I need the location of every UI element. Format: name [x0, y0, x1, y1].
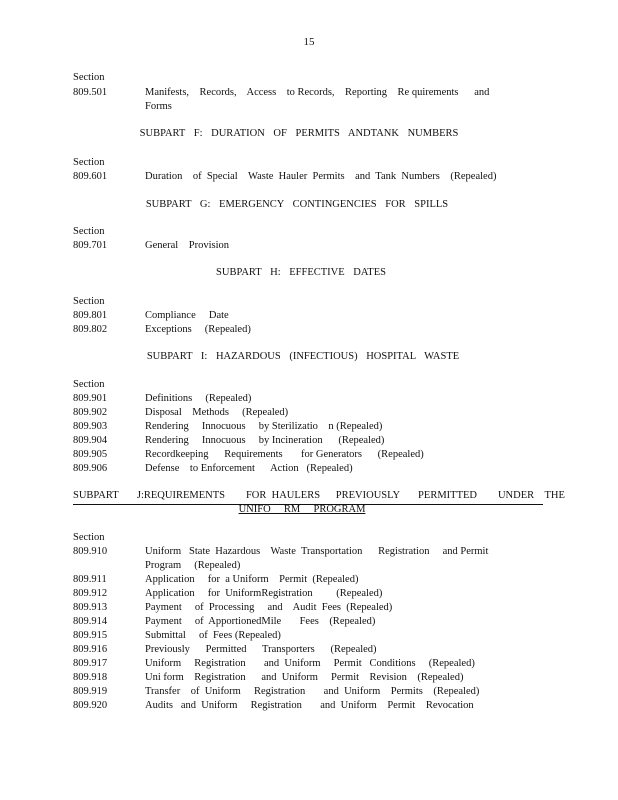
section-title: Transfer of Uniform Registration and Uniform Permits (Repealed) [145, 686, 480, 697]
toc-entry [73, 630, 553, 643]
section-title: Definitions (Repealed) [145, 393, 252, 404]
subpart-heading-g: SUBPART G: EMERGENCY CONTINGENCIES FOR SPILLS [145, 199, 449, 210]
toc-entry [73, 658, 553, 671]
section-title: Rendering Innocuous by Sterilizatio n (Repealed) [145, 421, 383, 432]
section-title-continued: Program (Repealed) [145, 560, 241, 571]
toc-entry [73, 407, 553, 420]
section-title-continued: Forms [145, 101, 172, 112]
section-title: Audits and Uniform Registration and Uniform Permit Revocation [145, 700, 474, 711]
section-number: 809.916 [73, 644, 108, 655]
toc-entry [73, 393, 553, 406]
section-title: Uni form Registration and Uniform Permit Revision (Repealed) [145, 672, 464, 683]
section-number: 809.501 [73, 87, 108, 98]
section-number: 809.915 [73, 630, 108, 641]
toc-entry [73, 686, 553, 699]
toc-entry-continued [73, 101, 553, 114]
section-label: Section [73, 532, 105, 543]
section-number: 809.918 [73, 672, 108, 683]
section-title: Payment of Processing and Audit Fees (Repealed) [145, 602, 393, 613]
toc-entry [73, 87, 553, 100]
section-title: Uniform State Hazardous Waste Transportation Registration and Permit [145, 546, 489, 557]
section-number: 809.801 [73, 310, 108, 321]
section-title: Exceptions (Repealed) [145, 324, 251, 335]
section-title: Duration of Special Waste Hauler Permits and Tank Numbers (Repealed) [145, 171, 497, 182]
toc-entry [73, 449, 553, 462]
section-number: 809.903 [73, 421, 108, 432]
toc-entry [73, 240, 553, 253]
subpart-heading-j-line2 [0, 504, 611, 515]
section-number: 809.919 [73, 686, 108, 697]
section-title: Previously Permitted Transporters (Repealed) [145, 644, 377, 655]
toc-entry [73, 588, 553, 601]
section-title: Application for UniformRegistration (Repealed) [145, 588, 383, 599]
section-number: 809.802 [73, 324, 108, 335]
section-title: Application for a Uniform Permit (Repealed) [145, 574, 359, 585]
section-label: Section [73, 72, 105, 83]
section-title: Payment of ApportionedMile Fees (Repealed) [145, 616, 376, 627]
section-title: Submittal of Fees (Repealed) [145, 630, 281, 641]
section-title: Compliance Date [145, 310, 229, 321]
toc-entry [73, 574, 553, 587]
section-title: Manifests, Records, Access to Records, Reporting Re quirements and [145, 87, 490, 98]
section-number: 809.911 [73, 574, 107, 585]
section-number: 809.910 [73, 546, 108, 557]
toc-entry [73, 644, 553, 657]
toc-entry-continued [73, 560, 553, 573]
section-label: Section [73, 226, 105, 237]
section-number: 809.914 [73, 616, 108, 627]
section-number: 809.906 [73, 463, 108, 474]
section-number: 809.913 [73, 602, 108, 613]
section-number: 809.901 [73, 393, 108, 404]
toc-entry [73, 310, 553, 323]
section-number: 809.904 [73, 435, 108, 446]
section-title: Disposal Methods (Repealed) [145, 407, 289, 418]
section-number: 809.902 [73, 407, 108, 418]
section-number: 809.905 [73, 449, 108, 460]
section-label: Section [73, 296, 105, 307]
toc-entry [73, 672, 553, 685]
toc-entry [73, 435, 553, 448]
toc-entry [73, 171, 553, 184]
section-label: Section [73, 157, 105, 168]
section-title: Defense to Enforcement Action (Repealed) [145, 463, 353, 474]
subpart-heading-j-line1 [73, 490, 565, 505]
toc-entry [73, 602, 553, 615]
section-label: Section [73, 379, 105, 390]
section-title: Rendering Innocuous by Incineration (Repealed) [145, 435, 385, 446]
toc-entry [73, 421, 553, 434]
toc-entry [73, 700, 553, 713]
toc-entry [73, 546, 553, 559]
subpart-heading-f: SUBPART F: DURATION OF PERMITS ANDTANK NUMBERS [139, 128, 459, 139]
section-number: 809.701 [73, 240, 108, 251]
toc-entry [73, 616, 553, 629]
section-title: General Provision [145, 240, 229, 251]
subpart-heading-j-text: SUBPART J:REQUIREMENTS FOR HAULERS PREVIOUSLY PERMITTED UNDER THE [73, 490, 565, 501]
subpart-heading-i: SUBPART I: HAZARDOUS (INFECTIOUS) HOSPITAL WASTE [146, 351, 460, 362]
toc-entry [73, 324, 553, 337]
section-number: 809.912 [73, 588, 108, 599]
toc-entry [73, 463, 553, 476]
subpart-heading-j-text2: UNIFO RM PROGRAM [238, 504, 366, 515]
section-number: 809.920 [73, 700, 108, 711]
section-number: 809.601 [73, 171, 108, 182]
section-number: 809.917 [73, 658, 108, 669]
section-title: Uniform Registration and Uniform Permit Conditions (Repealed) [145, 658, 475, 669]
subpart-heading-h: SUBPART H: EFFECTIVE DATES [216, 267, 386, 278]
page-number: 15 [303, 36, 315, 48]
section-title: Recordkeeping Requirements for Generators (Repealed) [145, 449, 424, 460]
